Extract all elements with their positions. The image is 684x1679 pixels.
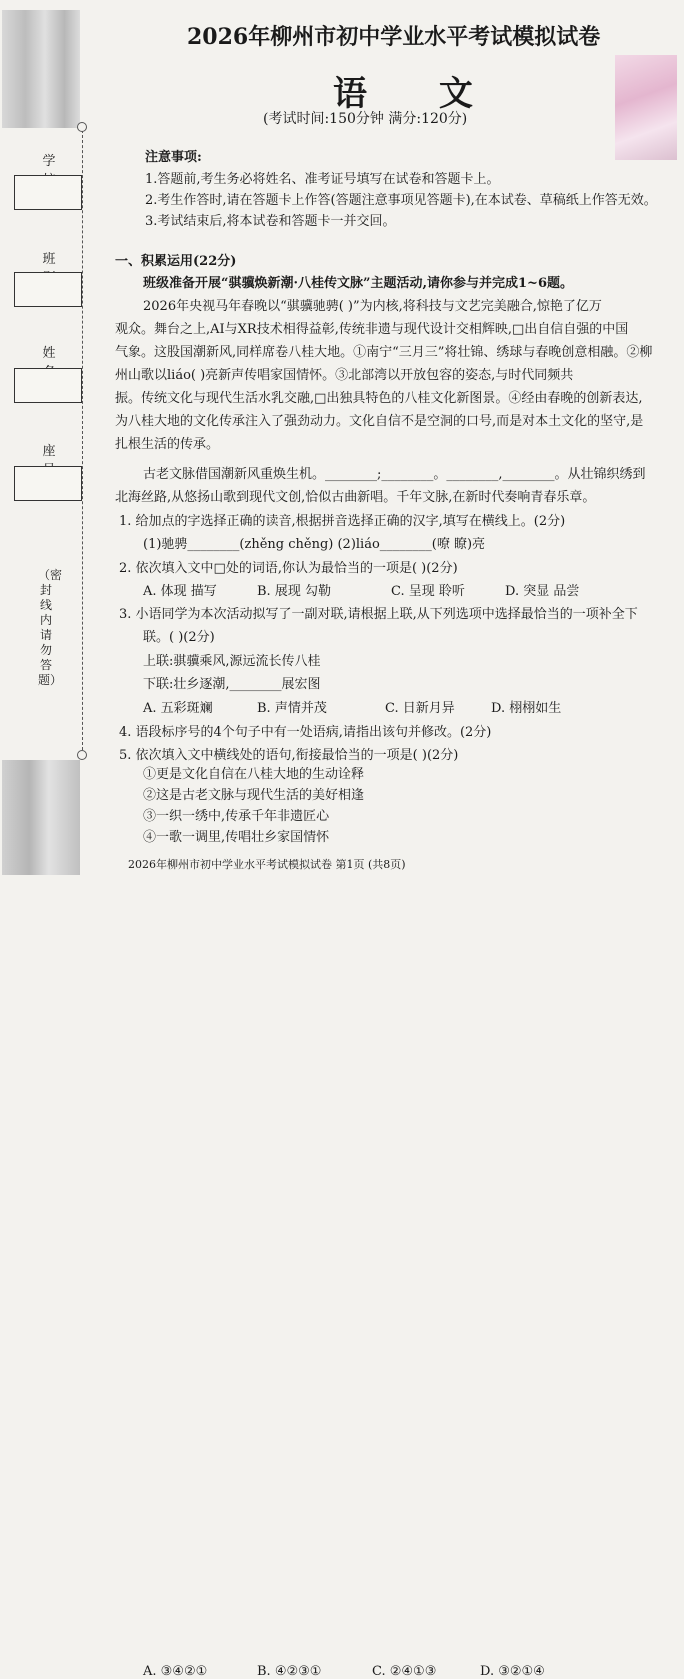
question-2-option-d: D. 突显 品尝 [505,584,580,599]
notice-item: 1.答题前,考生务必将姓名、准考证号填写在试卷和答题卡上。 [145,172,500,187]
seat-label: 座 [42,444,66,459]
question-4-stem: 4. 语段标序号的4个句子中有一处语病,请指出该句并修改。(2分) [119,725,492,740]
passage-line: 为八桂大地的文化传承注入了强劲动力。文化自信不是空洞的口号,而是对本土文化的坚守,是 [115,414,644,429]
question-2-stem: 2. 依次填入文中□处的词语,你认为最恰当的一项是( )(2分) [119,561,458,576]
couplet-upper: 上联:骐骥乘风,源远流长传八桂 [143,654,321,669]
class-label: 班 [42,252,66,267]
passage-line: 振。传统文化与现代生活水乳交融,□出独具特色的八桂文化新图景。④经由春晚的创新表达, [115,391,643,406]
seal-line [82,125,83,755]
question-1-stem: 1. 给加点的字选择正确的读音,根据拼音选择正确的汉字,填写在横线上。(2分) [119,514,566,529]
question-3-option-d: D. 栩栩如生 [491,701,562,716]
subject-title: 语 文 [333,74,503,114]
passage-line: 2026年央视马年春晚以“骐骥驰骋( )”为内核,将科技与文艺完美融合,惊艳了亿万 [143,299,602,314]
question-5-item: ②这是古老文脉与现代生活的美好相逢 [143,788,365,803]
question-3-stem: 3. 小语同学为本次活动拟写了一副对联,请根据上联,从下列选项中选择最恰当的一项补全下 [119,607,638,622]
question-2-option-b: B. 展现 勾勒 [257,584,331,599]
time-info: (考试时间:150分钟 满分:120分) [263,111,468,127]
exam-title: 2026年柳州市初中学业水平考试模拟试卷 [187,24,601,50]
page-footer: 2026年柳州市初中学业水平考试模拟试卷 第1页 (共8页) [128,858,406,871]
question-3-option-a: A. 五彩斑斓 [143,701,213,716]
notice-item: 2.考生作答时,请在答题卡上作答(答题注意事项见答题卡),在本试卷、草稿纸上作答无效。 [145,193,657,208]
question-5-item: ③一织一绣中,传承千年非遗匠心 [143,809,330,824]
question-5-option-a-shown: A. ③④②① [143,1664,208,1679]
seal-line-hole-bottom [77,750,87,760]
seal-line-text: （密封线内请勿答题） [38,568,63,687]
class-field[interactable] [14,272,82,307]
school-label: 学 [42,154,66,169]
question-5-option-b: B. ④②③① [257,1664,322,1679]
question-5-item: ④一歌一调里,传唱壮乡家国情怀 [143,830,330,845]
question-1-line: (1)驰骋________(zhěng chěng) (2)liáo________(嘹 瞭)亮 [143,537,486,552]
question-5-stem: 5. 依次填入文中横线处的语句,衔接最恰当的一项是( )(2分) [119,748,459,763]
school-field[interactable] [14,175,82,210]
name-label: 姓 [42,346,66,361]
question-2-option-c: C. 呈现 聆听 [391,584,465,599]
question-2-option-a: A. 体现 描写 [143,584,217,599]
question-5-option-d: D. ③②①④ [480,1664,545,1679]
section-intro: 班级准备开展“骐骥焕新潮·八桂传文脉”主题活动,请你参与并完成1~6题。 [143,276,573,291]
passage-line: 北海丝路,从悠扬山歌到现代文创,恰似古曲新唱。千年文脉,在新时代奏响青春乐章。 [115,490,596,505]
seat-field[interactable] [14,466,82,501]
question-3-option-b: B. 声情并茂 [257,701,327,716]
passage-line: 气象。这股国潮新风,同样席卷八桂大地。①南宁“三月三”将壮锦、绣球与春晚创意相融。②柳 [115,345,653,360]
passage-line: 州山歌以liáo( )亮新声传唱家国情怀。③北部湾以开放包容的姿态,与时代同频共 [115,368,574,383]
question-5-option-c: C. ②④①③ [372,1664,437,1679]
passage-line: 扎根生活的传承。 [115,437,220,452]
blurred-stamp [615,55,677,160]
seal-line-hole-top [77,122,87,132]
notice-heading: 注意事项: [145,150,202,165]
notice-item: 3.考试结束后,将本试卷和答题卡一并交回。 [145,214,396,229]
passage-line: 古老文脉借国潮新风重焕生机。________;________。________,________。从壮锦织绣到 [143,467,646,482]
question-5-item: ①更是文化自信在八桂大地的生动诠释 [143,767,365,782]
question-3-option-c: C. 日新月异 [385,701,455,716]
question-3-stem-cont: 联。( )(2分) [143,630,215,645]
couplet-lower: 下联:壮乡逐潮,________展宏图 [143,677,321,692]
section-heading: 一、积累运用(22分) [115,254,237,269]
name-field[interactable] [14,368,82,403]
binding-strip [0,0,110,880]
passage-line: 观众。舞台之上,AI与XR技术相得益彰,传统非遗与现代设计交相辉映,□出自信自强的中国 [115,322,629,337]
